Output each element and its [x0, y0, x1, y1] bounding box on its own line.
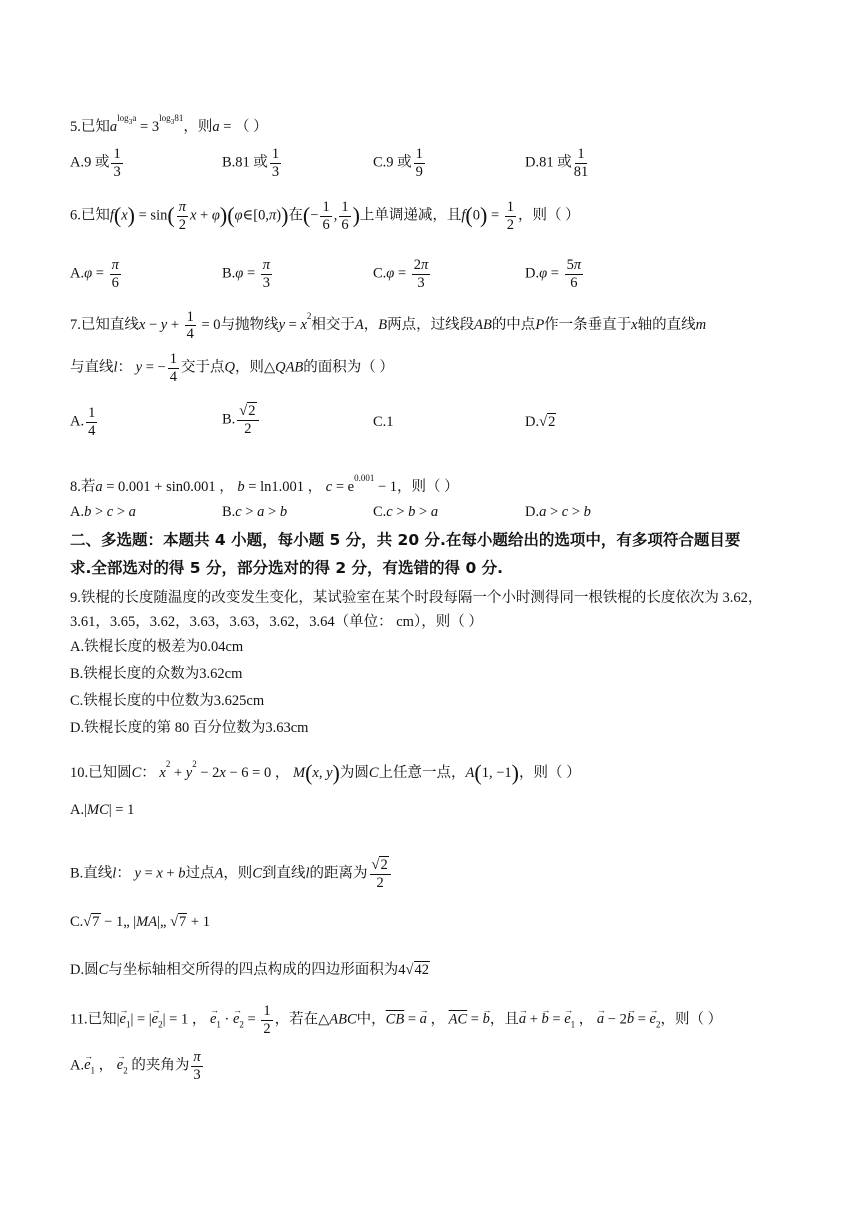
question-5-option-a: A.9 或 $\frac{1}{3}$	[70, 146, 121, 180]
section-2-heading-line2: 求.全部选对的得 5 分，部分选对的得 2 分，有选错的得 0 分.	[70, 559, 504, 577]
question-9-option-a: A.铁棍长度的极差为0.04cm	[70, 639, 244, 655]
question-9-stem-line2: 3.61，3.65，3.62，3.63，3.63，3.62，3.64（单位： cm），则（ ）	[70, 614, 483, 630]
question-6-stem: 6.已知f(x) = sin( $\frac{\pi}{2}$ x + φ)(φ∈[0,π))在(− $\frac{1}{6}$ , $\frac{1}{6}$ )上单调递减，且f(0) = $\frac{1}{2}$ ，则（ ）	[70, 199, 580, 233]
question-10-option-c: C.√7 − 1„ |MA|„ √7 + 1	[70, 914, 210, 930]
question-8-option-b: B.c > a > b	[222, 504, 288, 520]
question-11-option-a: $A.\to e_1$ ， → $e_2$ 的夹角为 $\frac{\pi}{3}$	[70, 1050, 205, 1082]
question-8-option-d: D.a > c > b	[525, 504, 591, 520]
question-5-option-d: D.81 或 $\frac{1}{81}$	[525, 146, 589, 180]
question-9-option-d: D.铁棍长度的第 80 百分位数为3.63cm	[70, 720, 309, 736]
question-9-stem-line1: 9.铁棍的长度随温度的改变发生变化，某试验室在某个时段每隔一个小时测得同一根铁棍的长度依次为 3.62，	[70, 590, 763, 606]
question-9-option-c: C.铁棍长度的中位数为3.625cm	[70, 693, 265, 709]
question-11-stem: 11.已知|→ $e_1|$ = |→ $e_2| = 1$ ， → $e_1$ · → $e_2$ = $\frac{1}{2}$ ，若在△ABC中，$\overline{CB}$ = → a ， $\overline{AC}$ = → b，且→ a + → b = → $e_1$ ， → a − 2→ b = → $e_2$，则（ ）	[70, 1004, 722, 1036]
question-10-option-d: D.圆C与坐标轴相交所得的四点构成的四边形面积为4√42	[70, 962, 429, 978]
question-6-option-a: A.φ = $\frac{\pi}{6}$	[70, 257, 119, 291]
question-5-option-c: C.9 或 $\frac{1}{9}$	[373, 146, 423, 180]
section-2-heading-line1: 二、多选题：本题共 4 小题，每小题 5 分，共 20 分.在每小题给出的选项中，有多项符合题目要	[70, 531, 741, 549]
question-7-stem-line2: 与直线l： y = − $\frac{1}{4}$ 交于点Q，则△QAB的面积为（ ）	[70, 351, 394, 385]
question-8-stem: 8.若a = 0.001 + sin0.001 ， b = ln1.001 ， $c = e^{0.001} - 1$，则（ ）	[70, 473, 459, 495]
question-7-option-c: C.1	[373, 414, 394, 430]
question-7-option-a: A. $\frac{1}{4}$	[70, 405, 96, 439]
question-5-option-b: B.81 或 $\frac{1}{3}$	[222, 146, 280, 180]
question-7-option-b: B. $\frac{√2}{2}$	[222, 404, 261, 436]
question-8-option-a: A.b > c > a	[70, 504, 136, 520]
question-6-option-d: D.φ = $\frac{5\pi}{6}$	[525, 257, 582, 291]
question-7-stem-line1: 7.已知直线x − y + $\frac{1}{4}$ = 0与抛物线$y = x^2$相交于A，B两点，过线段AB的中点P作一条垂直于x轴的直线m	[70, 308, 707, 343]
question-10-stem: 10.已知圆C： $x^2 + y^2 - 2x - 6 = 0$ ， M(x, y)为圆C上任意一点，A(1, −1)，则（ ）	[70, 759, 581, 785]
question-7-option-d: D.√2	[525, 414, 556, 430]
question-8-option-c: C.c > b > a	[373, 504, 439, 520]
question-9-option-b: B.铁棍长度的众数为3.62cm	[70, 666, 243, 682]
question-6-option-b: B.φ = $\frac{\pi}{3}$	[222, 257, 271, 291]
question-10-option-b: B.直线l： y = x + b过点A，则C到直线l的距离为 $\frac{√2}{2}$	[70, 858, 393, 890]
question-6-option-c: C.φ = $\frac{2\pi}{3}$	[373, 257, 429, 291]
question-10-option-a: A.|MC| = 1	[70, 802, 135, 818]
question-5-stem: 5.已知$a^{log_3a} = 3^{log_381}$，则a = （ ）	[70, 113, 268, 135]
